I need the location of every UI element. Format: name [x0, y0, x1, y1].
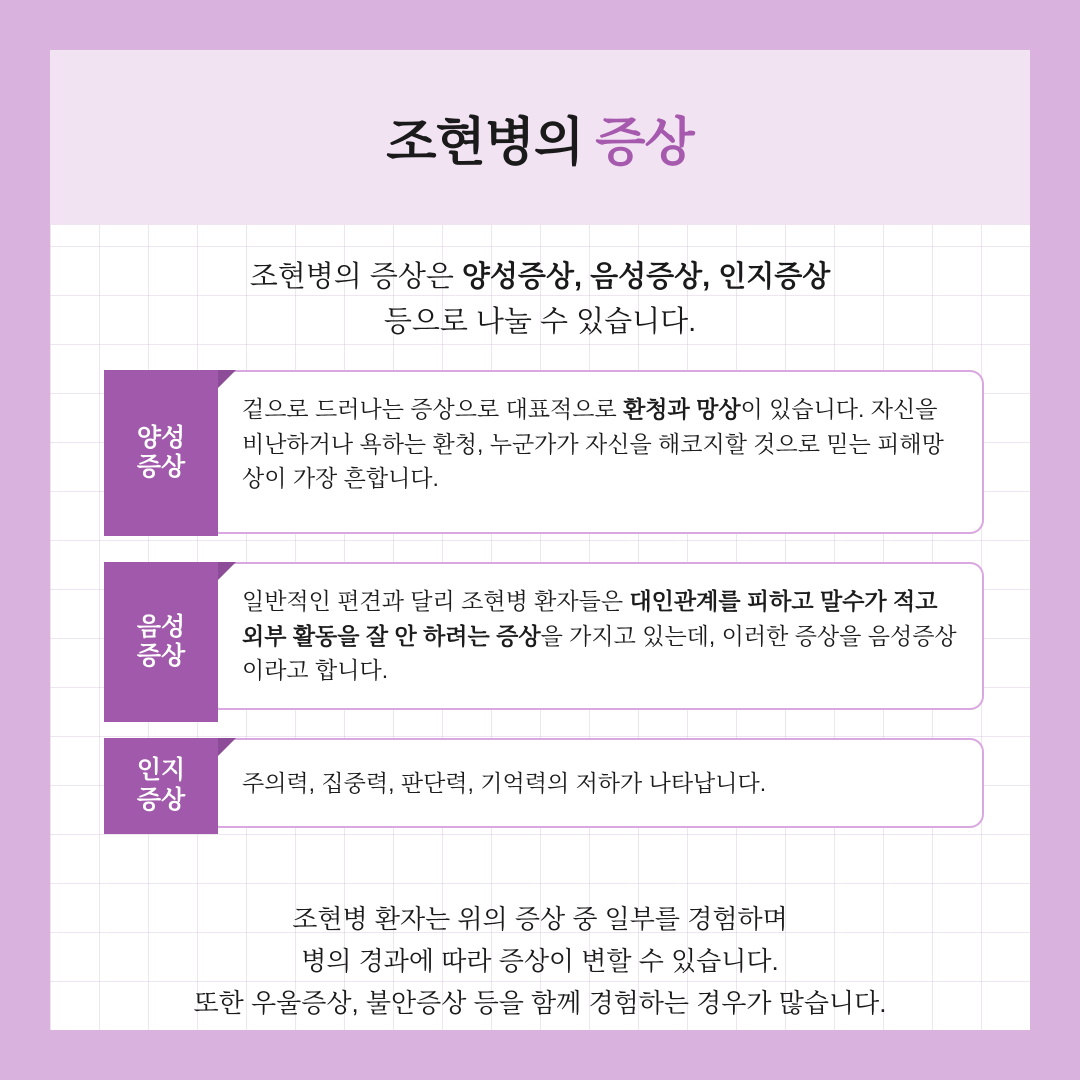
tag-notch-icon: [218, 738, 236, 756]
tag-notch-icon: [218, 370, 236, 388]
card-header: [50, 50, 1030, 225]
symptom-tag-negative-line1: 음성: [136, 612, 186, 641]
list-item: [104, 738, 984, 829]
symptom-description-negative: [206, 562, 984, 710]
page-title-main: 조현병의: [386, 114, 584, 172]
intro-line-1-prefix: 조현병의 증상은: [249, 261, 462, 293]
symptom-tag-cognitive-line1: 인지: [136, 756, 186, 784]
intro-line-1-emphasis: 양성증상, 음성증상, 인지증상: [461, 261, 831, 293]
symptom-list: [104, 370, 984, 856]
symptom-description-negative-bold: 대인관계를 피하고 말수가 적고 외부 활동을 잘 안 하려는 증상: [242, 588, 938, 649]
symptom-tag-negative-line2: 증상: [136, 642, 186, 670]
tag-notch-icon: [218, 562, 236, 580]
symptom-tag-negative: [104, 562, 218, 722]
list-item: [104, 562, 984, 710]
symptom-tag-positive: [104, 370, 218, 536]
symptom-tag-positive-line1: 양성: [136, 423, 186, 452]
symptom-tag-cognitive-line2: 증상: [136, 785, 186, 814]
outro-line-2: 병의 경과에 따라 증상이 변할 수 있습니다.: [301, 946, 779, 977]
symptom-tag-positive-line2: 증상: [136, 453, 186, 481]
symptom-description-cognitive: [206, 738, 984, 829]
intro-line-2: 등으로 나눌 수 있습니다.: [383, 305, 697, 338]
list-item: [104, 370, 984, 534]
page-title-accent: 증상: [595, 114, 694, 172]
symptom-description-negative-part1: 일반적인 편견과 달리 조현병 환자들은: [242, 588, 630, 614]
outro-line-3: 또한 우울증상, 불안증상 등을 함께 경험하는 경우가 많습니다.: [193, 988, 887, 1019]
symptom-description-cognitive-part1: 주의력, 집중력, 판단력, 기억력의 저하가 나타납니다.: [242, 769, 767, 796]
info-card: [50, 50, 1030, 1030]
symptom-description-positive: [206, 370, 984, 534]
symptom-description-positive-part2: 이 있습니다. 자신을 비난하거나 욕하는 환청, 누군가가 자신을 해코지할 것으로 믿는 피해망상이 가장 흔합니다.: [242, 396, 944, 491]
outro-text: [50, 898, 1030, 1024]
page-title: [386, 100, 693, 175]
intro-text: [50, 255, 1030, 345]
intro-line-1: [50, 255, 1030, 300]
symptom-tag-cognitive: [104, 738, 218, 834]
outro-line-1: 조현병 환자는 위의 증상 중 일부를 경험하며: [292, 904, 788, 934]
symptom-description-positive-bold: 환청과 망상: [623, 396, 741, 422]
symptom-description-negative-part2: 을 가지고 있는데, 이러한 증상을 음성증상이라고 합니다.: [242, 622, 957, 683]
symptom-description-positive-part1: 겉으로 드러나는 증상으로 대표적으로: [242, 396, 624, 422]
